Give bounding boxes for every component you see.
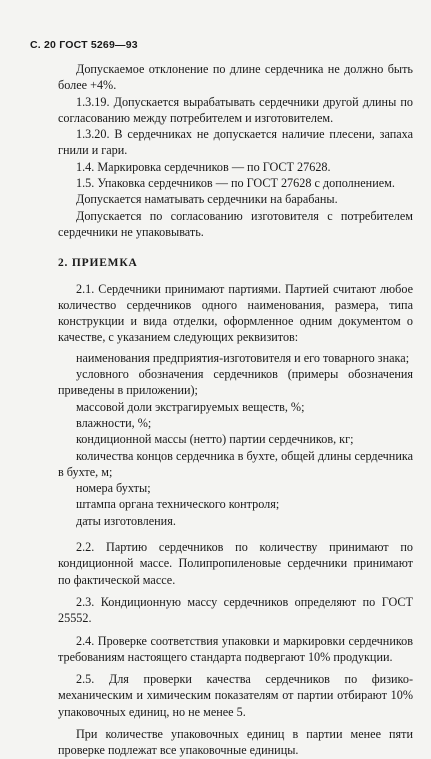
section-title: 2. ПРИЕМКА <box>58 257 138 270</box>
paragraph-2-4: 2.4. Проверке соответствия упаковки и маркировки сердечников требованиям настоящего стандарта подвергают 10% продукции. <box>58 633 413 664</box>
paragraph-1-5: 1.5. Упаковка сердечников — по ГОСТ 27628 с дополнением. <box>76 176 395 191</box>
paragraph-length-tolerance: Допускаемое отклонение по длине сердечника не должно быть более +4%. <box>58 62 413 93</box>
document-body <box>58 61 413 759</box>
list-item: штампа органа технического контроля; <box>76 497 280 512</box>
list-item: условного обозначения сердечников (примеры обозначения приведены в приложении); <box>58 367 413 398</box>
paragraph-2-2: 2.2. Партию сердечников по количеству принимают по кондиционной массе. Полипропиленовые сердечники принимают по фактической массе. <box>58 540 413 587</box>
paragraph-1-3-19: 1.3.19. Допускается вырабатывать сердечники другой длины по согласованию между потребителем и изготовителем. <box>58 94 413 125</box>
paragraph-drums: Допускается наматывать сердечники на барабаны. <box>76 192 338 207</box>
list-item: даты изготовления. <box>76 513 176 528</box>
paragraph-no-packing: Допускается по согласованию изготовителя с потребителем сердечники не упаковывать. <box>58 208 413 239</box>
list-item: массовой доли экстрагируемых веществ, %; <box>76 399 305 414</box>
list-item: количества концов сердечника в бухте, общей длины сердечника в бухте, м; <box>58 448 413 479</box>
list-item: номера бухты; <box>76 481 151 496</box>
requisites-list <box>58 350 413 529</box>
paragraph-1-3-20: 1.3.20. В сердечниках не допускается наличие плесени, запаха гнили и гари. <box>58 127 413 158</box>
list-item: влажности, %; <box>76 415 152 430</box>
page-header: С. 20 ГОСТ 5269—93 <box>30 39 138 51</box>
paragraph-2-1: 2.1. Сердечники принимают партиями. Партией считают любое количество сердечников одного наименования, размера, типа конструкции и вида отделки, оформленное одним документом о качестве, с указанием следующих реквизитов: <box>58 281 413 345</box>
paragraph-sampling-all: При количестве упаковочных единиц в партии менее пяти проверке подлежат все упаковочные единицы. <box>58 726 413 758</box>
list-item: кондиционной массы (нетто) партии сердечников, кг; <box>76 432 354 447</box>
paragraph-2-5: 2.5. Для проверки качества сердечников по физико-механическим и химическим показателям от партии отбирают 10% упаковочных единиц, но не менее 5. <box>58 672 413 719</box>
list-item: наименования предприятия-изготовителя и его товарного знака; <box>76 350 410 365</box>
paragraph-2-3: 2.3. Кондиционную массу сердечников определяют по ГОСТ 25552. <box>58 594 413 626</box>
paragraph-1-4: 1.4. Маркировка сердечников — по ГОСТ 27628. <box>76 159 331 174</box>
